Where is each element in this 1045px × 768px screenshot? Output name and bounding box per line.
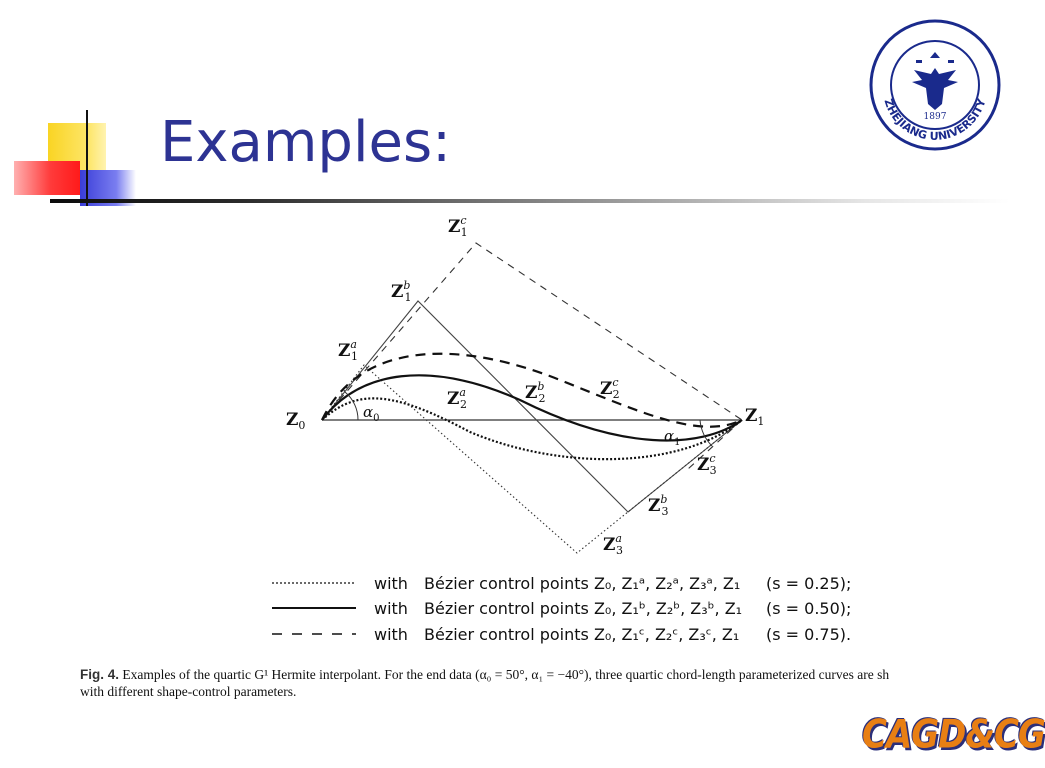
- legend-with-1: with: [374, 574, 408, 593]
- label-alpha1: $\alpha_1$: [664, 427, 681, 448]
- legend-text-3: Bézier control points Z₀, Z₁ᶜ, Z₂ᶜ, Z₃ᶜ, Z₁: [424, 625, 740, 644]
- caption-line-2: with different shape-control parameters.: [80, 684, 297, 699]
- legend-with-2: with: [374, 599, 408, 618]
- label-z3c: $Z^c$ 3: [697, 452, 717, 477]
- label-alpha0: $\alpha_0$: [363, 403, 380, 424]
- label-z3a: $Z^a$ 3: [603, 532, 623, 557]
- slide-title: Examples:: [160, 110, 451, 175]
- seal-year: 1897: [923, 112, 947, 122]
- label-z1: $Z_1$: [745, 406, 765, 428]
- label-z1b: $Z^b$ 1: [391, 279, 412, 304]
- seal-university-name: ZHEJIANG UNIVERSITY: [881, 97, 989, 143]
- figure-caption: [80, 666, 1024, 700]
- label-z2c: $Z^c$ 2: [600, 376, 620, 401]
- caption-lead: Fig. 4.: [80, 667, 120, 682]
- label-z0: $Z_0$: [286, 410, 306, 432]
- label-z1a: $Z^a$ 1: [338, 338, 358, 363]
- legend-with-3: with: [374, 625, 408, 644]
- caption-line-1: Examples of the quartic G¹ Hermite interpolant. For the end data (α₀ = 50°, α₁ = −40°), three quartic chord-length parameterized curves are sh: [122, 667, 890, 682]
- label-z3b: $Z^b$ 3: [648, 493, 669, 518]
- legend-param-3: (s = 0.75).: [766, 625, 852, 644]
- legend-text-2: Bézier control points Z₀, Z₁ᵇ, Z₂ᵇ, Z₃ᵇ, Z₁: [424, 599, 743, 618]
- cagd-cg-badge: CAGD&CG: [862, 712, 1045, 758]
- curve-s-0-25: [322, 398, 742, 459]
- label-z2b: $Z^b$ 2: [525, 380, 546, 405]
- legend-param-1: (s = 0.25);: [766, 574, 852, 593]
- label-z1c: $Z^c$ 1: [448, 214, 468, 239]
- figure-legend: [272, 574, 851, 644]
- legend-text-1: Bézier control points Z₀, Z₁ᵃ, Z₂ᵃ, Z₃ᵃ, Z₁: [424, 574, 741, 593]
- legend-param-2: (s = 0.50);: [766, 599, 852, 618]
- label-z2a: $Z^a$ 2: [447, 386, 467, 411]
